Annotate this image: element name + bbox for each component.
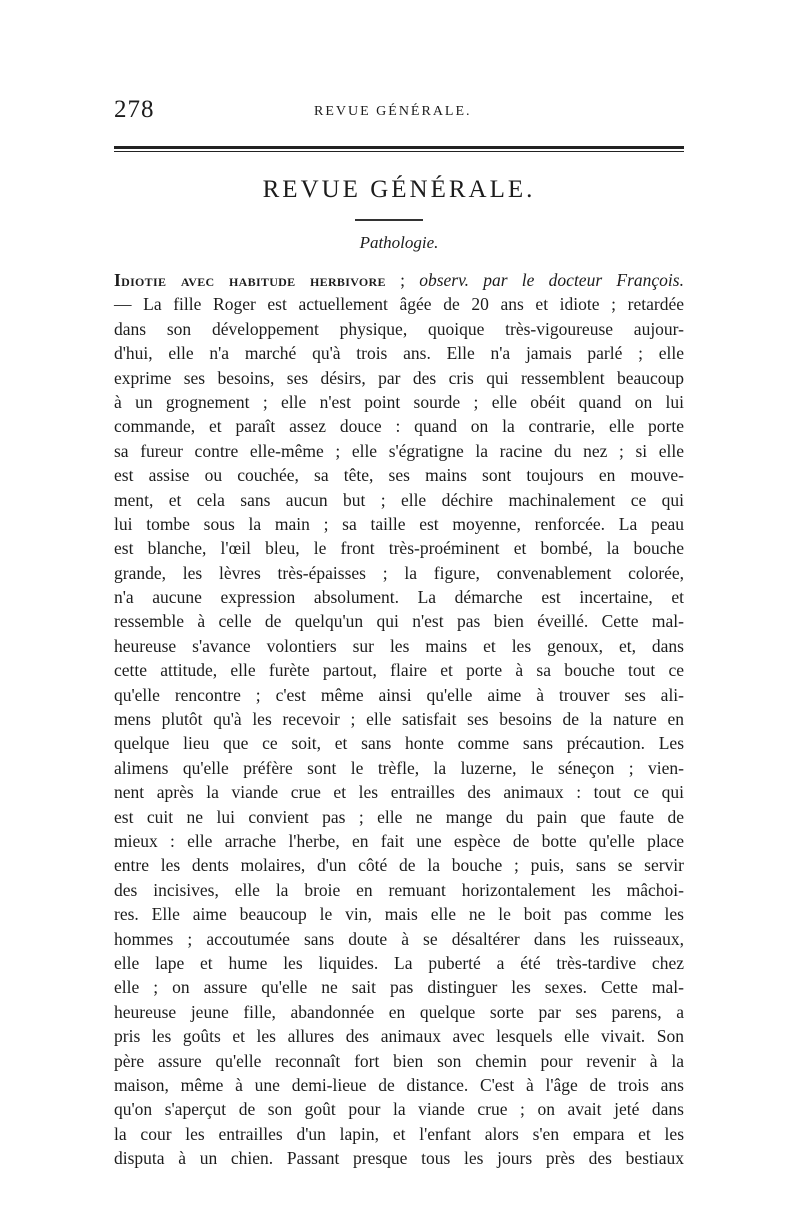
text-line: elle lape et hume les liquides. La puberté a été très-tardive chez xyxy=(114,952,684,973)
text-line: père assure qu'elle reconnaît fort bien son chemin pour revenir à la xyxy=(114,1050,684,1071)
text-line: elle ; on assure qu'elle ne sait pas distinguer les sexes. Cette mal- xyxy=(114,977,684,998)
text-line: alimens qu'elle préfère sont le trèfle, la luzerne, le séneçon ; vien- xyxy=(114,757,684,778)
text-line: exprime ses besoins, ses désirs, par des cris qui ressemblent beaucoup xyxy=(114,367,684,388)
text-line: est assise ou couchée, sa tête, ses mains sont toujours en mouve- xyxy=(114,465,684,486)
article-byline: observ. par le docteur François. xyxy=(419,270,684,290)
header-rule-thin xyxy=(114,151,684,152)
text-line: — La fille Roger est actuellement âgée de 20 ans et idiote ; retardée xyxy=(114,294,684,315)
text-line: pris les goûts et les allures des animaux avec lesquels elle vivait. Son xyxy=(114,1026,684,1047)
section-title: REVUE GÉNÉRALE. xyxy=(262,176,536,203)
text-line: disputa à un chien. Passant presque tous les jours près des bestiaux xyxy=(114,1148,684,1169)
text-line: quelque lieu que ce soit, et sans honte comme sans précaution. Les xyxy=(114,733,684,754)
text-line: maison, même à une demi-lieue de distance. C'est à l'âge de trois ans xyxy=(114,1074,684,1095)
text-line: n'a aucune expression absolument. La démarche est incertaine, et xyxy=(114,587,684,608)
article-body xyxy=(114,268,684,1170)
section-divider xyxy=(355,219,423,221)
text-line: mens plutôt qu'à les recevoir ; elle satisfait ses besoins de la nature en xyxy=(114,709,684,730)
text-line: est cuit ne lui convient pas ; elle ne mange du pain que faute de xyxy=(114,806,684,827)
text-line: sa fureur contre elle-même ; elle s'égratigne la racine du nez ; si elle xyxy=(114,440,684,461)
text-line: à un grognement ; elle n'est point sourde ; elle obéit quand on lui xyxy=(114,391,684,412)
text-line: heureuse s'avance volontiers sur les mains et les genoux, et, dans xyxy=(114,635,684,656)
running-title: REVUE GÉNÉRALE. xyxy=(314,104,472,119)
text-line: ressemble à celle de quelqu'un qui n'est pas bien éveillé. Cette mal- xyxy=(114,611,684,632)
text-line: commande, et paraît assez douce : quand on la contrarie, elle porte xyxy=(114,416,684,437)
text-line: des incisives, elle la broie en remuant horizontalement les mâchoi- xyxy=(114,879,684,900)
text-line: heureuse jeune fille, abandonnée en quelque sorte par ses parens, a xyxy=(114,1001,684,1022)
article-title-separator: ; xyxy=(385,270,420,290)
text-line: cette attitude, elle furète partout, flaire et porte à sa bouche tout ce xyxy=(114,660,684,681)
text-line: grande, les lèvres très-épaisses ; la figure, convenablement colorée, xyxy=(114,562,684,583)
text-line: la cour les entrailles d'un lapin, et l'enfant alors s'en empara et les xyxy=(114,1123,684,1144)
text-line: res. Elle aime beaucoup le vin, mais elle ne le boit pas comme les xyxy=(114,904,684,925)
text-line: entre les dents molaires, d'un côté de la bouche ; puis, sans se servir xyxy=(114,855,684,876)
text-line: d'hui, elle n'a marché qu'à trois ans. Elle n'a jamais parlé ; elle xyxy=(114,343,684,364)
text-line: dans son développement physique, quoique très-vigoureuse aujour- xyxy=(114,318,684,339)
text-line: hommes ; accoutumée sans doute à se désaltérer dans les ruisseaux, xyxy=(114,928,684,949)
article-heading-line xyxy=(114,268,684,292)
text-line: lui tombe sous la main ; sa taille est moyenne, renforcée. La peau xyxy=(114,513,684,534)
text-line: est blanche, l'œil bleu, le front très-proéminent et bombé, la bouche xyxy=(114,538,684,559)
running-head xyxy=(114,96,684,126)
subsection-title: Pathologie. xyxy=(359,233,439,252)
article-title: Idiotie avec habitude herbivore xyxy=(114,270,386,290)
text-line: qu'elle rencontre ; c'est même ainsi qu'elle aime à trouver ses ali- xyxy=(114,684,684,705)
text-line: ment, et cela sans aucun but ; elle déchire machinalement ce qui xyxy=(114,489,684,510)
text-line: qu'on s'aperçut de son goût pour la viande crue ; on avait jeté dans xyxy=(114,1099,684,1120)
text-line: mieux : elle arrache l'herbe, en fait une espèce de botte qu'elle place xyxy=(114,830,684,851)
page-number: 278 xyxy=(114,96,155,123)
article-lines xyxy=(114,292,684,1170)
text-line: nent après la viande crue et les entrailles des animaux : tout ce qui xyxy=(114,782,684,803)
header-rule-thick xyxy=(114,146,684,149)
